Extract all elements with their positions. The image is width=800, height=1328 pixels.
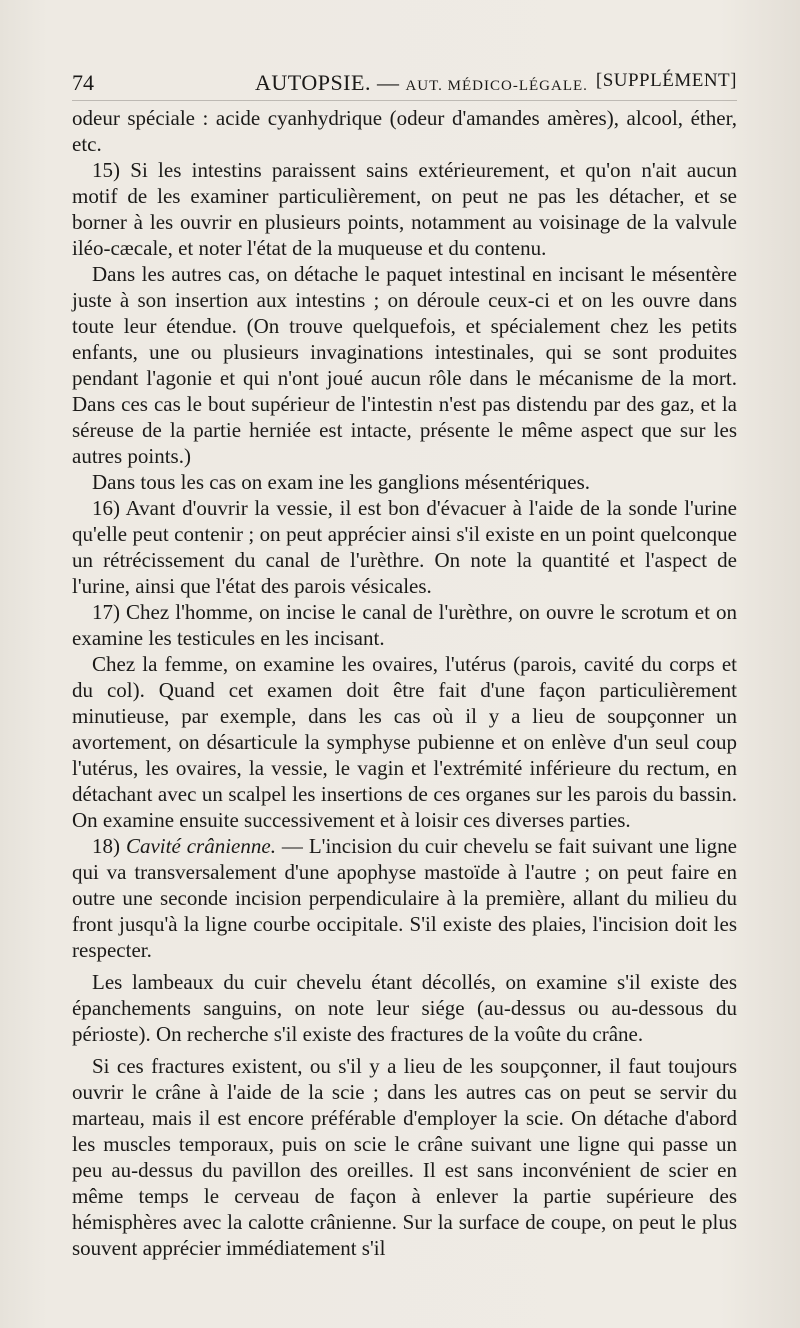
section-dash: — [275, 834, 309, 858]
paragraph: Dans tous les cas on exam ine les ganglions mésentériques. [92, 470, 591, 494]
title-dash: — [370, 70, 406, 95]
section-heading: Cavité crânienne. [125, 834, 276, 858]
paragraph: Si ces fractures existent, ou s'il y a lieu de les soupçonner, il faut toujours ouvrir le crâne à l'aide de la scie ; dans les autres cas on peut se servir du marteau, mais il est encore préférable d'employer la scie. On détache d'abord les muscles temporaux, puis on scie le crâne suivant une ligne qui passe un peu au-dessus du pavillon des oreilles. Il est sans inconvénient de scier en même temps le cerveau de façon à enlever la partie supérieure des hémisphères avec la calotte crânienne. Sur la surface de coupe, on peut le plus souvent apprécier immédiatement s'il [72, 1054, 737, 1260]
paragraph: odeur spéciale : acide cyanhydrique (odeur d'amandes amères), alcool, éther, etc. [72, 106, 737, 156]
page-number: 74 [72, 70, 94, 95]
paragraph: Chez la femme, on examine les ovaires, l'utérus (parois, cavité du corps et du col). Quand cet examen doit être fait d'une façon particulièrement minutieuse, par exemple, dans les cas où il y a lieu de soupçonner un avortement, on désarticule la symphyse pubienne et on enlève d'un seul coup l'utérus, les ovaires, la vessie, le vagin et l'extrémité inférieure du rectum, en détachant avec un scalpel les insertions de ces organes sur les parois du bassin. On examine ensuite successivement et à loisir ces diverses parties. [72, 652, 737, 832]
paragraph: 17) Chez l'homme, on incise le canal de l'urèthre, on ouvre le scrotum et on examine les testicules en les incisant. [72, 600, 737, 650]
section-label: [SUPPLÉMENT] [595, 70, 737, 91]
running-title [255, 70, 588, 96]
title-sub: AUT. MÉDICO-LÉGALE. [405, 78, 588, 94]
body-text [72, 105, 737, 1261]
section-number: 18) [92, 834, 120, 858]
paragraph: Les lambeaux du cuir chevelu étant décollés, on examine s'il existe des épanchements sanguins, on note leur siége (au-dessus ou au-dessous du périoste). On recherche s'il existe des fractures de la voûte du crâne. [72, 970, 737, 1046]
title-main: AUTOPSIE. [255, 70, 371, 95]
paragraph: 16) Avant d'ouvrir la vessie, il est bon d'évacuer à l'aide de la sonde l'urine qu'elle peut contenir ; on peut apprécier ainsi s'il existe en un point quelconque un rétrécissement du canal de l'urèthre. On note la quantité et l'aspect de l'urine, ainsi que l'état des parois vésicales. [72, 496, 737, 598]
header-rule [72, 100, 737, 101]
running-header [72, 70, 737, 104]
section-body: L'incision du cuir chevelu se fait suivant une ligne qui va transversalement d'une apophyse mastoïde à l'autre ; on peut faire en outre une seconde incision perpendiculaire à la première, allant du milieu du front jusqu'à la ligne courbe occipitale. S'il existe des plaies, l'incision doit les respecter. [72, 834, 737, 962]
paragraph-section-18 [72, 833, 737, 963]
paragraph: Dans les autres cas, on détache le paquet intestinal en incisant le mésentère juste à son insertion aux intestins ; on déroule ceux-ci et on les ouvre dans toute leur étendue. (On trouve quelquefois, et spécialement chez les petits enfants, une ou plusieurs invaginations intestinales, qui se sont produites pendant l'agonie et qui n'ont joué aucun rôle dans le mécanisme de la mort. Dans ces cas le bout supérieur de l'intestin n'est pas distendu par des gaz, et la séreuse de la partie herniée est intacte, présente le même aspect que sur les autres points.) [72, 262, 737, 468]
paragraph: 15) Si les intestins paraissent sains extérieurement, et qu'on n'ait aucun motif de les examiner particulièrement, on peut ne pas les détacher, et se borner à les ouvrir en plusieurs points, notamment au voisinage de la valvule iléo-cæcale, et noter l'état de la muqueuse et du contenu. [72, 158, 737, 260]
